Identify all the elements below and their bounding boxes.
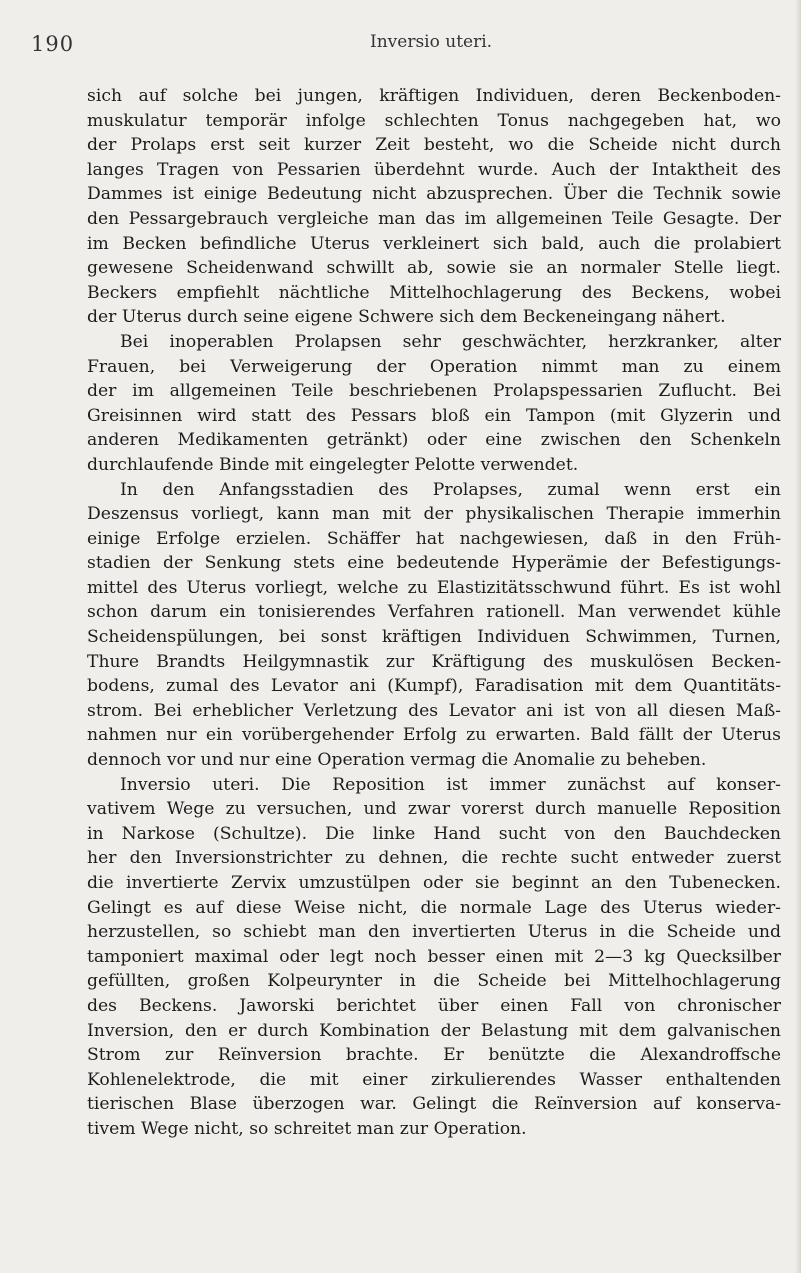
text-line: mittel des Uterus vorliegt, welche zu Elastizitätsschwund führt. Es ist wohl [87,577,781,598]
text-line: Bei inoperablen Prolapsen sehr geschwächter, herzkranker, alter [120,331,781,352]
text-line: Frauen, bei Verweigerung der Operation nimmt man zu einem [87,356,781,377]
text-line: tierischen Blase überzogen war. Gelingt die Reïnversion auf konserva- [87,1094,781,1115]
text-line: der Prolaps erst seit kurzer Zeit besteht, wo die Scheide nicht durch [87,135,781,156]
text-line: Beckers empfiehlt nächtliche Mittelhochlagerung des Beckens, wobei [87,282,781,303]
text-line: Greisinnen wird statt des Pessars bloß ein Tampon (mit Glyzerin und [87,405,781,426]
text-line: muskulatur temporär infolge schlechten Tonus nachgegeben hat, wo [87,110,781,131]
text-line: anderen Medikamenten getränkt) oder eine zwischen den Schenkeln [87,430,781,451]
text-line: durchlaufende Binde mit eingelegter Pelotte verwendet. [87,454,579,475]
text-line: sich auf solche bei jungen, kräftigen Individuen, deren Beckenboden- [87,86,781,106]
text-line: vativem Wege zu versuchen, und zwar vorerst durch manuelle Reposition [87,799,781,820]
text-line: strom. Bei erheblicher Verletzung des Levator ani ist von all diesen Maß- [87,700,781,721]
text-line: im Becken befindliche Uterus verkleinert sich bald, auch die prolabiert [87,233,781,254]
text-line: Inversio uteri. Die Reposition ist immer zunächst auf konser- [120,774,781,795]
text-line: gewesene Scheidenwand schwillt ab, sowie sie an normaler Stelle liegt. [87,258,781,279]
text-line: den Pessargebrauch vergleiche man das im allgemeinen Teile Gesagte. Der [87,208,781,229]
text-line: herzustellen, so schiebt man den invertierten Uterus in die Scheide und [87,922,781,943]
text-line: her den Inversionstrichter zu dehnen, die rechte sucht entweder zuerst [87,848,781,869]
body-text [87,84,781,1142]
text-line: schon darum ein tonisierendes Verfahren rationell. Man verwendet kühle [87,602,781,623]
text-line: tivem Wege nicht, so schreitet man zur Operation. [87,1118,527,1139]
running-title: Inversio uteri. [370,32,493,52]
text-line: Strom zur Reïnversion brachte. Er benützte die Alexandroffsche [87,1045,781,1066]
text-line: der im allgemeinen Teile beschriebenen Prolapspessarien Zuflucht. Bei [87,381,781,402]
text-line: Gelingt es auf diese Weise nicht, die normale Lage des Uterus wieder- [87,897,781,918]
page-header [0,18,801,58]
text-line: Thure Brandts Heilgymnastik zur Kräftigung des muskulösen Becken- [87,651,781,672]
text-line: der Uterus durch seine eigene Schwere sich dem Beckeneingang nähert. [87,307,726,328]
text-line: tamponiert maximal oder legt noch besser einen mit 2—3 kg Quecksilber [87,946,781,967]
text-line: Scheidenspülungen, bei sonst kräftigen Individuen Schwimmen, Turnen, [87,627,781,648]
text-line: die invertierte Zervix umzustülpen oder sie beginnt an den Tubenecken. [87,873,781,893]
text-line: nahmen nur ein vorübergehender Erfolg zu erwarten. Bald fällt der Uterus [87,725,781,746]
page-number: 190 [31,32,75,56]
text-line: des Beckens. Jaworski berichtet über einen Fall von chronischer [87,995,781,1016]
page-edge-shadow [795,0,801,1273]
text-line: gefüllten, großen Kolpeurynter in die Scheide bei Mittelhochlagerung [87,971,781,992]
text-line: bodens, zumal des Levator ani (Kumpf), Faradisation mit dem Quantitäts- [87,676,781,697]
text-line: Dammes ist einige Bedeutung nicht abzusprechen. Über die Technik sowie [87,184,781,205]
text-line: in Narkose (Schultze). Die linke Hand sucht von den Bauchdecken [87,823,781,844]
text-line: Deszensus vorliegt, kann man mit der physikalischen Therapie immerhin [87,504,781,525]
text-line: stadien der Senkung stets eine bedeutende Hyperämie der Befestigungs- [87,553,781,574]
text-line: einige Erfolge erzielen. Schäffer hat nachgewiesen, daß in den Früh- [87,528,781,549]
text-line: langes Tragen von Pessarien überdehnt wurde. Auch der Intaktheit des [87,159,781,180]
text-line: Inversion, den er durch Kombination der Belastung mit dem galvanischen [87,1020,781,1041]
text-line: dennoch vor und nur eine Operation vermag die Anomalie zu beheben. [87,750,707,771]
text-line: Kohlenelektrode, die mit einer zirkulierendes Wasser enthaltenden [87,1069,781,1090]
text-line: In den Anfangsstadien des Prolapses, zumal wenn erst ein [120,479,781,500]
